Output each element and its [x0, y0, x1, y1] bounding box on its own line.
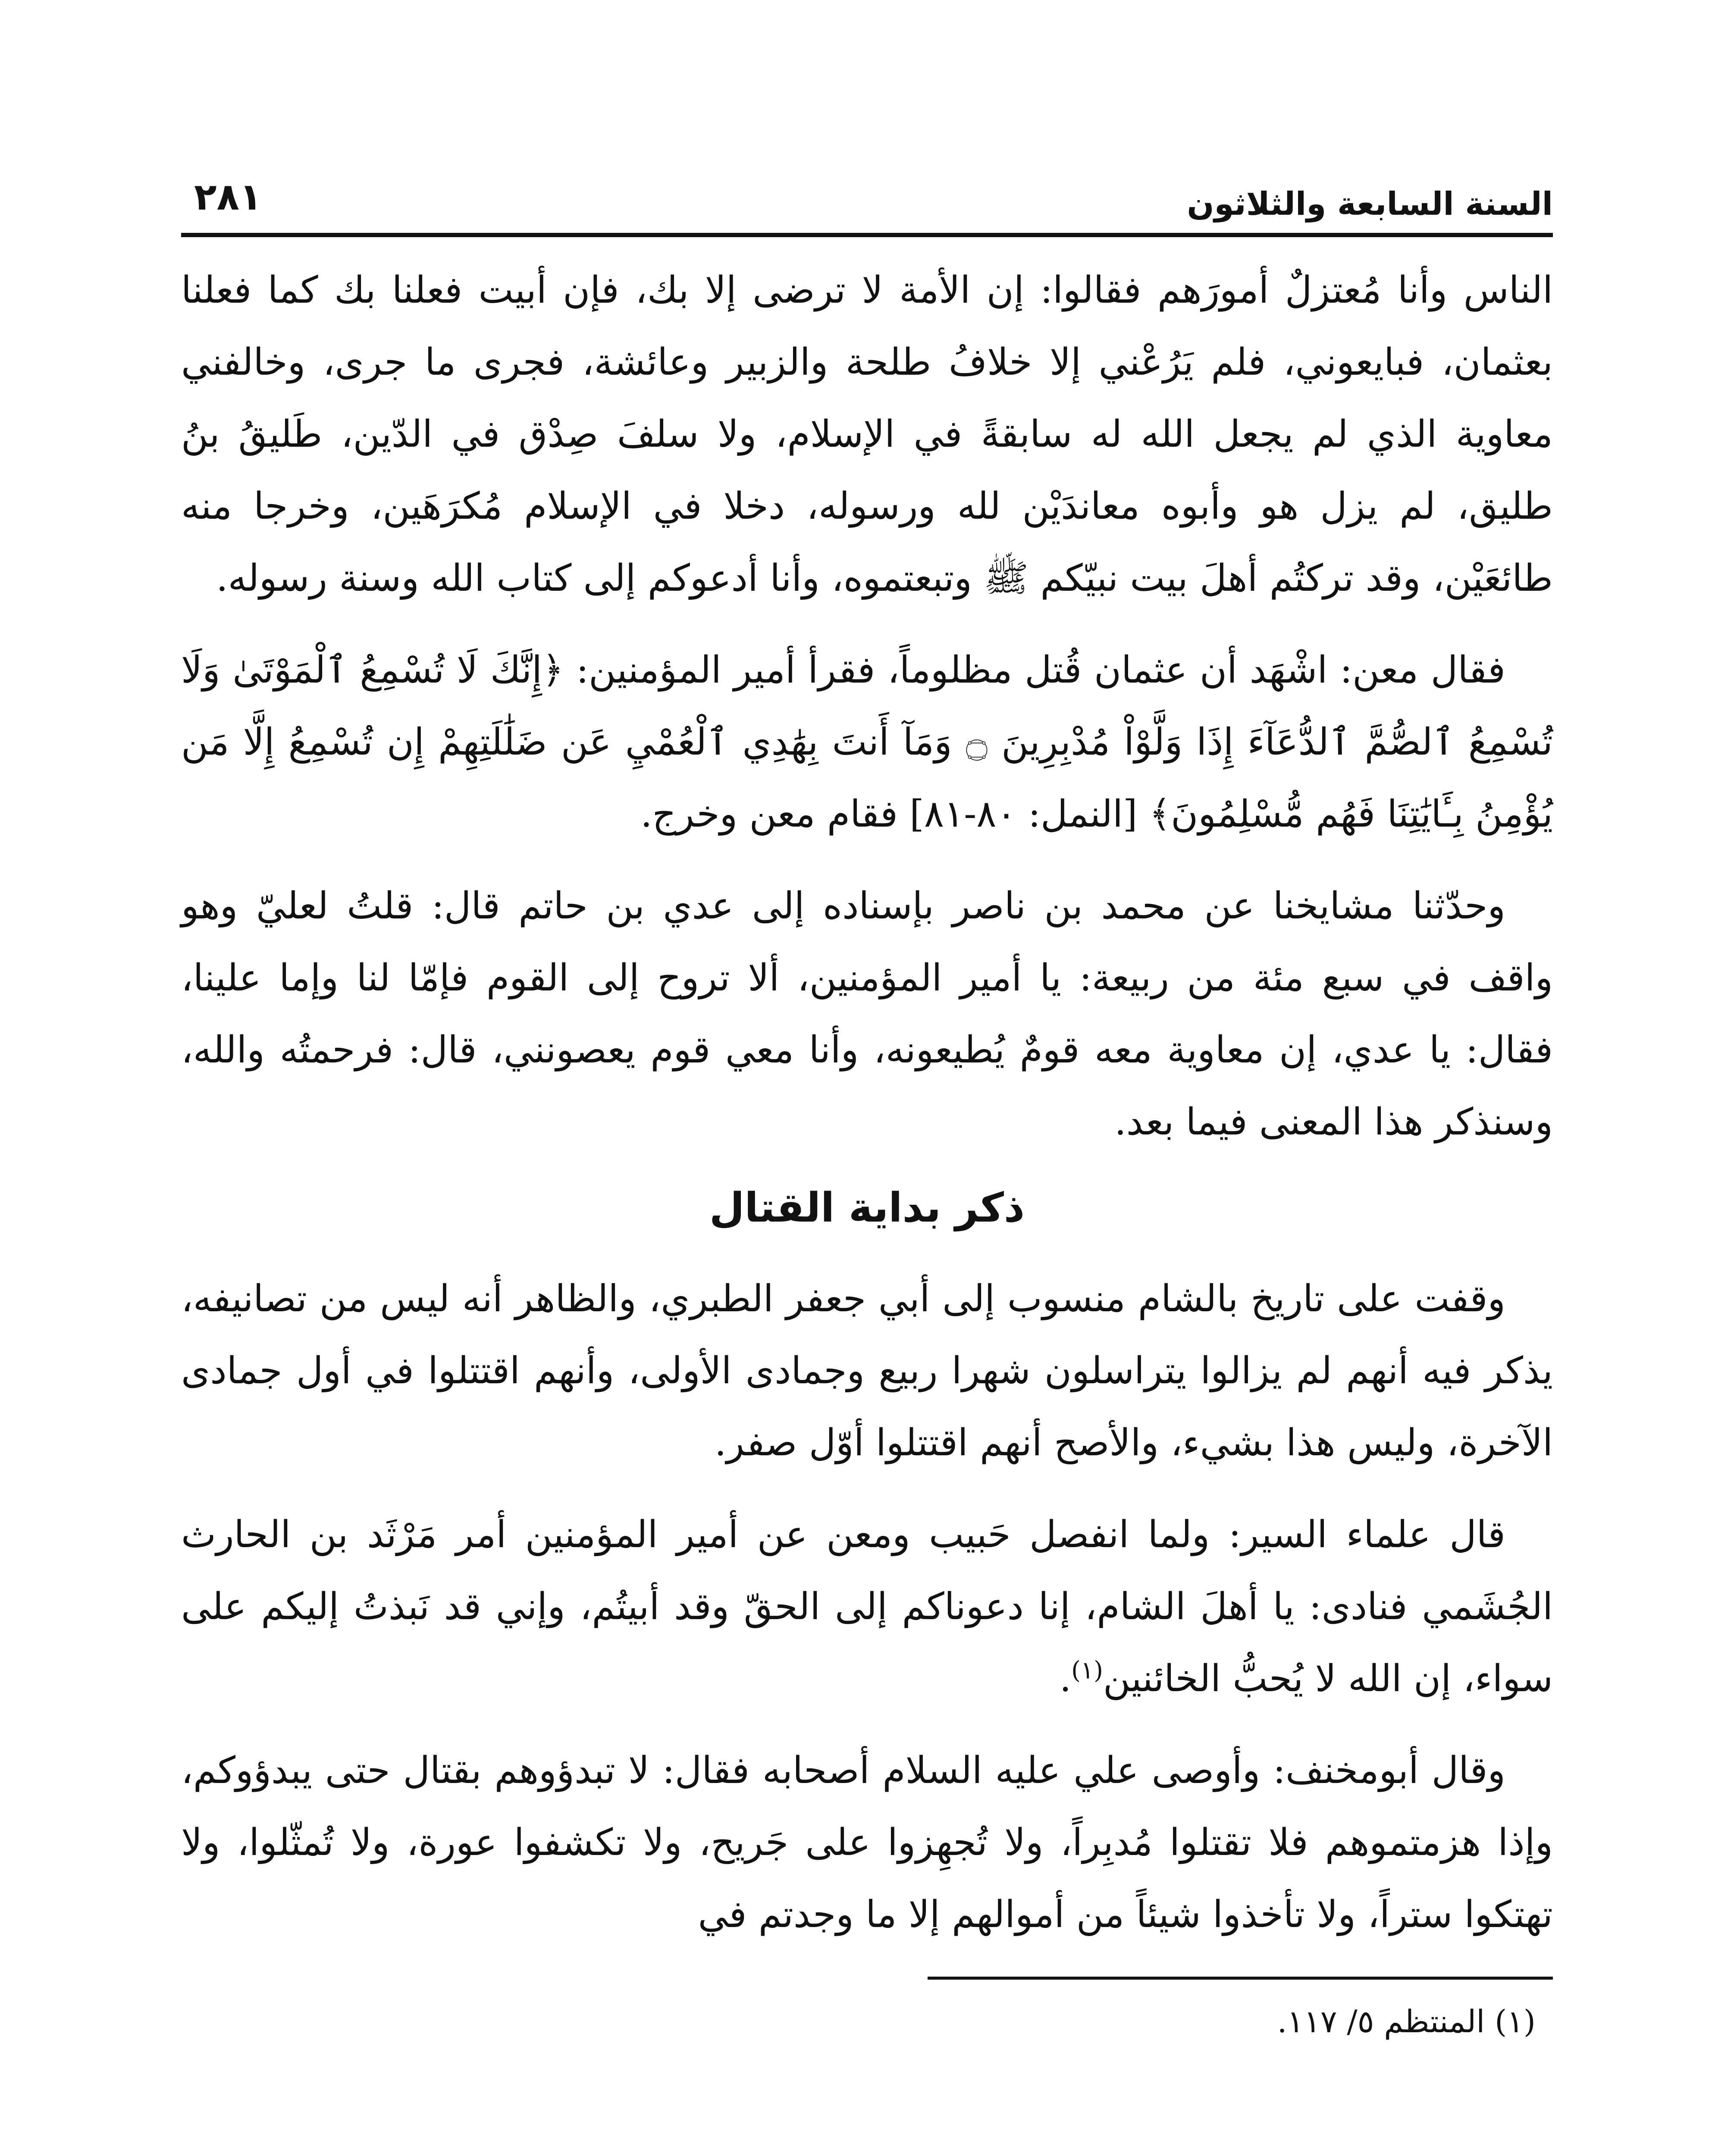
- paragraph-marthad-call: [181, 1499, 1553, 1715]
- section-heading: ذكر بداية القتال: [709, 1185, 1025, 1232]
- paragraph-text: قال علماء السير: ولما انفصل حَبيب ومعن عن أمير المؤمنين أمر مَرْثَد بن الحارث الجُشَمي فنادى: يا أهلَ الشام، إنا دعوناكم إلى الحقّ وقد أبيتُم، وإني قد نَبذتُ إليكم على سواء، إن الله لا يُحبُّ الخائنين: [181, 1513, 1553, 1700]
- paragraph-intro: فقال معن: اشْهَد أن عثمان قُتل مظلوماً، فقرأ أمير المؤمنين:: [564, 649, 1506, 692]
- paragraph-adi-narration: وحدّثنا مشايخنا عن محمد بن ناصر بإسناده إلى عدي بن حاتم قال: قلتُ لعليّ وهو واقف في سبع مئة من ربيعة: يا أمير المؤمنين، ألا تروح إلى القوم فإمّا لنا وإما علينا، فقال: يا عدي، إن معاوية معه قومٌ يُطيعونه، وأنا معي قوم يعصونني، قال: فرحمتُه والله، وسنذكر هذا المعنى فيما بعد.: [181, 884, 1553, 1144]
- footnote-reference[interactable]: (١): [1071, 1656, 1103, 1685]
- paragraph-quran-recitation: [181, 634, 1553, 850]
- paragraph-end: .: [1059, 1657, 1072, 1700]
- footnote: (١) المنتظم ٥/ ١١٧.: [1277, 2003, 1536, 2040]
- verse-citation: [النمل: ٨٠-٨١] فقام معن وخرج.: [640, 793, 1149, 836]
- paragraph-abu-mikhnaf: وقال أبومخنف: وأوصى علي عليه السلام أصحابه فقال: لا تبدؤوهم بقتال حتى يبدؤوكم، وإذا هزمتموهم فلا تقتلوا مُدبِراً، ولا تُجهِزوا على جَريح، ولا تكشفوا عورة، ولا تُمثّلوا، ولا تهتكوا ستراً، ولا تأخذوا شيئاً من أموالهم إلا ما وجدتم في: [181, 1749, 1553, 1936]
- body-text: [181, 254, 1553, 1951]
- page-number: ٢٨١: [194, 175, 262, 219]
- running-title: السنة السابعة والثلاثون: [1187, 185, 1553, 222]
- footnote-divider: [928, 1977, 1553, 1980]
- paragraph-continuation: الناس وأنا مُعتزلٌ أمورَهم فقالوا: إن الأمة لا ترضى إلا بك، فإن أبيت فعلنا بك كما فعلنا بعثمان، فبايعوني، فلم يَرُعْني إلا خلافُ طلحة والزبير وعائشة، فجرى ما جرى، وخالفني معاوية الذي لم يجعل الله له سابقةً في الإسلام، ولا سلفَ صِدْق في الدّين، طَليقُ بنُ طليق، لم يزل هو وأبوه معاندَيْن لله ورسوله، دخلا في الإسلام مُكرَهَين، وخرجا منه طائعَيْن، وقد تركتُم أهلَ بيت نبيّكم ﷺ وتبعتموه، وأنا أدعوكم إلى كتاب الله وسنة رسوله.: [181, 269, 1553, 600]
- paragraph-tabari-note: وقفت على تاريخ بالشام منسوب إلى أبي جعفر الطبري، والظاهر أنه ليس من تصانيفه، يذكر فيه أنهم لم يزالوا يتراسلون شهرا ربيع وجمادى الأولى، وأنهم اقتتلوا في أول جمادى الآخرة، وليس هذا بشيء، والأصح أنهم اقتتلوا أوّل صفر.: [181, 1277, 1553, 1464]
- quran-verse: ﴿إِنَّكَ لَا تُسْمِعُ ٱلْمَوْتَىٰ وَلَا تُسْمِعُ ٱلصُّمَّ ٱلدُّعَآءَ إِذَا وَلَّوْاْ مُدْبِرِينَ ۝ وَمَآ أَنتَ بِهَٰدِي ٱلْعُمْيِ عَن ضَلَٰلَتِهِمْ إِن تُسْمِعُ إِلَّا مَن يُؤْمِنُ بِـَٔايَٰتِنَا فَهُم مُّسْلِمُونَ﴾: [181, 649, 1553, 836]
- page-header: [181, 164, 1553, 237]
